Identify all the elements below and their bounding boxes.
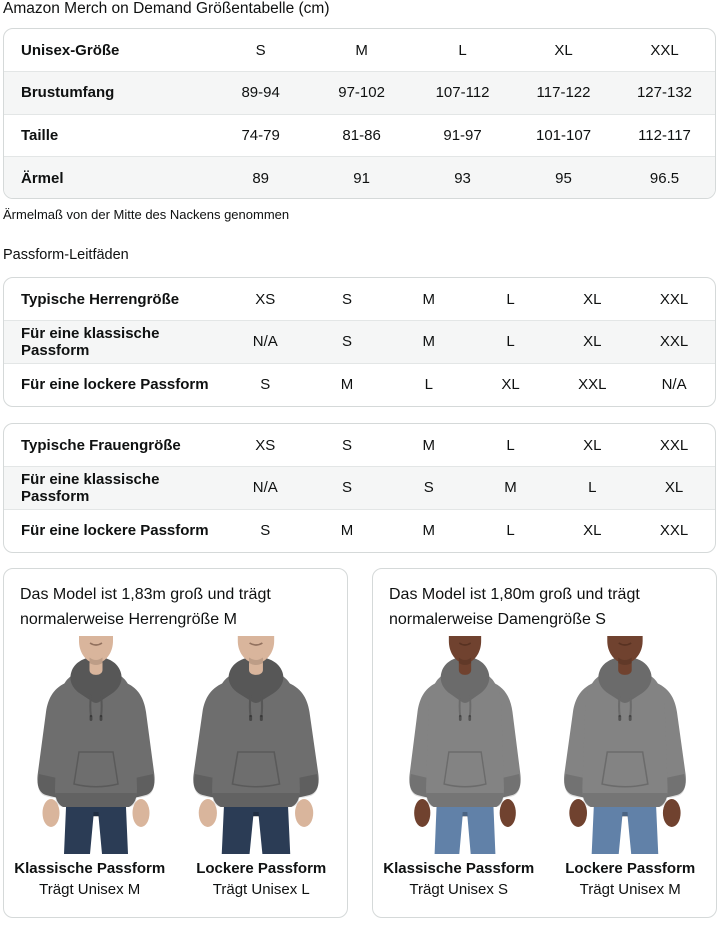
value-cell: XXL bbox=[633, 321, 715, 364]
value-cell: XL bbox=[633, 467, 715, 510]
men-fit-table-grid bbox=[4, 278, 715, 406]
value-cell: N/A bbox=[224, 321, 306, 364]
value-cell: S bbox=[342, 290, 353, 308]
model-card-men bbox=[3, 568, 348, 918]
value-cell: L bbox=[470, 509, 552, 552]
row-label: Typische Herrengröße bbox=[21, 290, 180, 308]
row-label: Für eine lockere Passform bbox=[4, 363, 224, 406]
value-cell: 91-97 bbox=[412, 114, 513, 157]
value-cell: XS bbox=[255, 436, 276, 454]
row-label: Für eine lockere Passform bbox=[4, 509, 224, 552]
photo-caption-classic bbox=[4, 858, 176, 901]
women-typical-size-row bbox=[4, 424, 715, 467]
value-cell: 101-107 bbox=[513, 114, 614, 157]
value-cell: XL bbox=[470, 363, 552, 406]
value-cell: S bbox=[306, 321, 388, 364]
value-cell: 117-122 bbox=[513, 72, 614, 115]
men-classic-fit-row bbox=[4, 321, 715, 364]
value-cell: 74-79 bbox=[210, 114, 311, 157]
size-table-header-label: Unisex-Größe bbox=[21, 41, 120, 59]
value-cell: XXL bbox=[633, 509, 715, 552]
value-cell: S bbox=[388, 467, 470, 510]
value-cell: 97-102 bbox=[311, 72, 412, 115]
fit-guides-heading: Passform-Leitfäden bbox=[3, 247, 129, 263]
value-cell: M bbox=[422, 290, 436, 308]
sleeve-measure-footnote: Ärmelmaß von der Mitte des Nackens genommen bbox=[3, 207, 290, 222]
row-label: Typische Frauengröße bbox=[21, 436, 181, 454]
value-cell: XL bbox=[551, 509, 633, 552]
photo-captions bbox=[373, 858, 716, 901]
value-cell: 127-132 bbox=[614, 72, 715, 115]
size-col-header: L bbox=[458, 41, 467, 59]
value-cell: N/A bbox=[633, 363, 715, 406]
women-fit-table bbox=[3, 423, 716, 553]
row-label: Für eine klassische Passform bbox=[4, 467, 224, 510]
value-cell: L bbox=[506, 436, 515, 454]
value-cell: 112-117 bbox=[614, 114, 715, 157]
value-cell: XXL bbox=[659, 290, 689, 308]
photo-caption-classic bbox=[373, 858, 545, 901]
page-title: Amazon Merch on Demand Größentabelle (cm) bbox=[3, 0, 330, 17]
value-cell: XXL bbox=[551, 363, 633, 406]
value-cell: M bbox=[306, 509, 388, 552]
model-card-women bbox=[372, 568, 717, 918]
photo-caption-loose bbox=[545, 858, 717, 901]
size-table bbox=[3, 28, 716, 199]
value-cell: XL bbox=[583, 436, 602, 454]
model-photo-male-loose bbox=[181, 636, 331, 854]
size-col-header: XL bbox=[554, 41, 573, 59]
value-cell: N/A bbox=[224, 467, 306, 510]
row-label: Für eine klassische Passform bbox=[4, 321, 224, 364]
size-table-row-waist bbox=[4, 114, 715, 157]
fit-type-label: Lockere Passform bbox=[565, 860, 696, 877]
value-cell: XS bbox=[255, 290, 276, 308]
value-cell: M bbox=[388, 509, 470, 552]
photo-caption-loose bbox=[176, 858, 348, 901]
fit-type-label: Lockere Passform bbox=[196, 860, 327, 877]
value-cell: XL bbox=[551, 321, 633, 364]
value-cell: M bbox=[388, 321, 470, 364]
worn-size-label: Trägt Unisex M bbox=[39, 881, 141, 898]
value-cell: M bbox=[306, 363, 388, 406]
value-cell: 81-86 bbox=[311, 114, 412, 157]
value-cell: S bbox=[224, 509, 306, 552]
size-table-row-sleeve bbox=[4, 157, 715, 200]
size-table-header-row bbox=[4, 29, 715, 72]
women-classic-fit-row bbox=[4, 467, 715, 510]
model-photo-female-classic bbox=[390, 636, 540, 854]
worn-size-label: Trägt Unisex L bbox=[212, 881, 310, 898]
size-col-header: XXL bbox=[650, 41, 679, 59]
value-cell: 89-94 bbox=[210, 72, 311, 115]
women-loose-fit-row bbox=[4, 509, 715, 552]
men-fit-table bbox=[3, 277, 716, 407]
value-cell: S bbox=[306, 467, 388, 510]
model-description: Das Model ist 1,83m groß und trägt normalerweise Herrengröße M bbox=[20, 586, 271, 628]
value-cell: S bbox=[342, 436, 353, 454]
size-col-header: M bbox=[355, 41, 368, 59]
photo-captions bbox=[4, 858, 347, 901]
worn-size-label: Trägt Unisex S bbox=[409, 881, 509, 898]
value-cell: M bbox=[422, 436, 436, 454]
fit-type-label: Klassische Passform bbox=[383, 860, 535, 877]
men-typical-size-row bbox=[4, 278, 715, 321]
model-photos bbox=[4, 636, 347, 854]
model-photo-male-classic bbox=[21, 636, 171, 854]
fit-type-label: Klassische Passform bbox=[14, 860, 166, 877]
value-cell: 91 bbox=[311, 157, 412, 200]
value-cell: M bbox=[470, 467, 552, 510]
worn-size-label: Trägt Unisex M bbox=[579, 881, 681, 898]
value-cell: S bbox=[224, 363, 306, 406]
model-photo-female-loose bbox=[550, 636, 700, 854]
row-label: Ärmel bbox=[4, 157, 210, 200]
value-cell: XL bbox=[583, 290, 602, 308]
men-loose-fit-row bbox=[4, 363, 715, 406]
value-cell: L bbox=[551, 467, 633, 510]
value-cell: L bbox=[470, 321, 552, 364]
size-table-row-chest bbox=[4, 72, 715, 115]
value-cell: XXL bbox=[659, 436, 689, 454]
row-label: Brustumfang bbox=[4, 72, 210, 115]
value-cell: L bbox=[506, 290, 515, 308]
size-table-grid bbox=[4, 29, 715, 199]
value-cell: 96.5 bbox=[614, 157, 715, 200]
value-cell: 107-112 bbox=[412, 72, 513, 115]
women-fit-table-grid bbox=[4, 424, 715, 552]
value-cell: L bbox=[388, 363, 470, 406]
model-description: Das Model ist 1,80m groß und trägt normalerweise Damengröße S bbox=[389, 586, 640, 628]
size-col-header: S bbox=[255, 41, 266, 59]
model-photos bbox=[373, 636, 716, 854]
value-cell: 95 bbox=[513, 157, 614, 200]
row-label: Taille bbox=[4, 114, 210, 157]
value-cell: 93 bbox=[412, 157, 513, 200]
value-cell: 89 bbox=[210, 157, 311, 200]
